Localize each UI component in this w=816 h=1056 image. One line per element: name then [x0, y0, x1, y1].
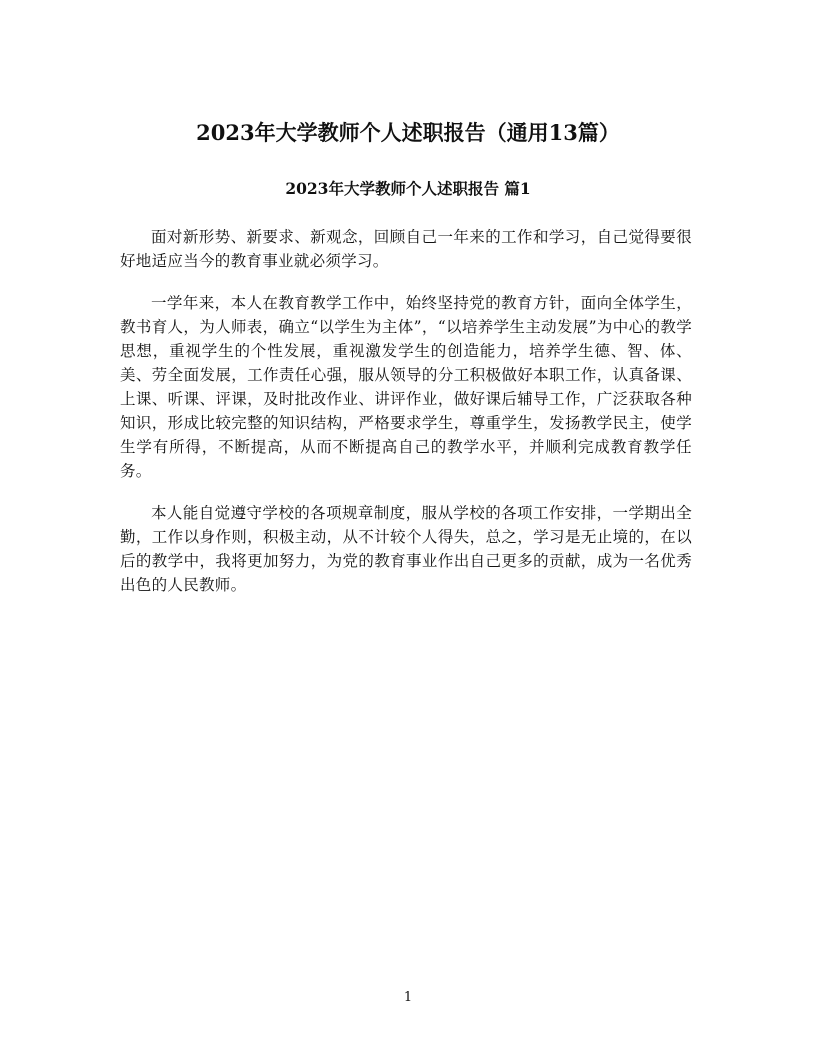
paragraph: 本人能自觉遵守学校的各项规章制度，服从学校的各项工作安排，一学期出全勤，工作以身作则，积极主动，从不计较个人得失，总之，学习是无止境的，在以后的教学中，我将更加努力，为党的教育事业作出自己更多的贡献，成为一名优秀出色的人民教师。 — [120, 504, 692, 594]
page-number: 1 — [403, 990, 413, 1005]
document-body — [120, 225, 692, 615]
paragraph: 一学年来，本人在教育教学工作中，始终坚持党的教育方针，面向全体学生，教书育人，为人师表，确立“以学生为主体”，“以培养学生主动发展”为中心的教学思想，重视学生的个性发展，重视激发学生的创造能力，培养学生德、智、体、美、劳全面发展，工作责任心强，服从领导的分工积极做好本职工作，认真备课、上课、听课、评课，及时批改作业、讲评作业，做好课后辅导工作，广泛获取各种知识，形成比较完整的知识结构，严格要求学生，尊重学生，发扬教学民主，使学生学有所得，不断提高，从而不断提高自己的教学水平，并顺利完成教育教学任务。 — [120, 294, 692, 480]
paragraph: 面对新形势、新要求、新观念，回顾自己一年来的工作和学习，自己觉得要很好地适应当今的教育事业就必须学习。 — [120, 228, 692, 270]
document-title: 2023年大学教师个人述职报告（通用13篇） — [196, 120, 620, 145]
section-title: 2023年大学教师个人述职报告 篇1 — [285, 179, 531, 198]
